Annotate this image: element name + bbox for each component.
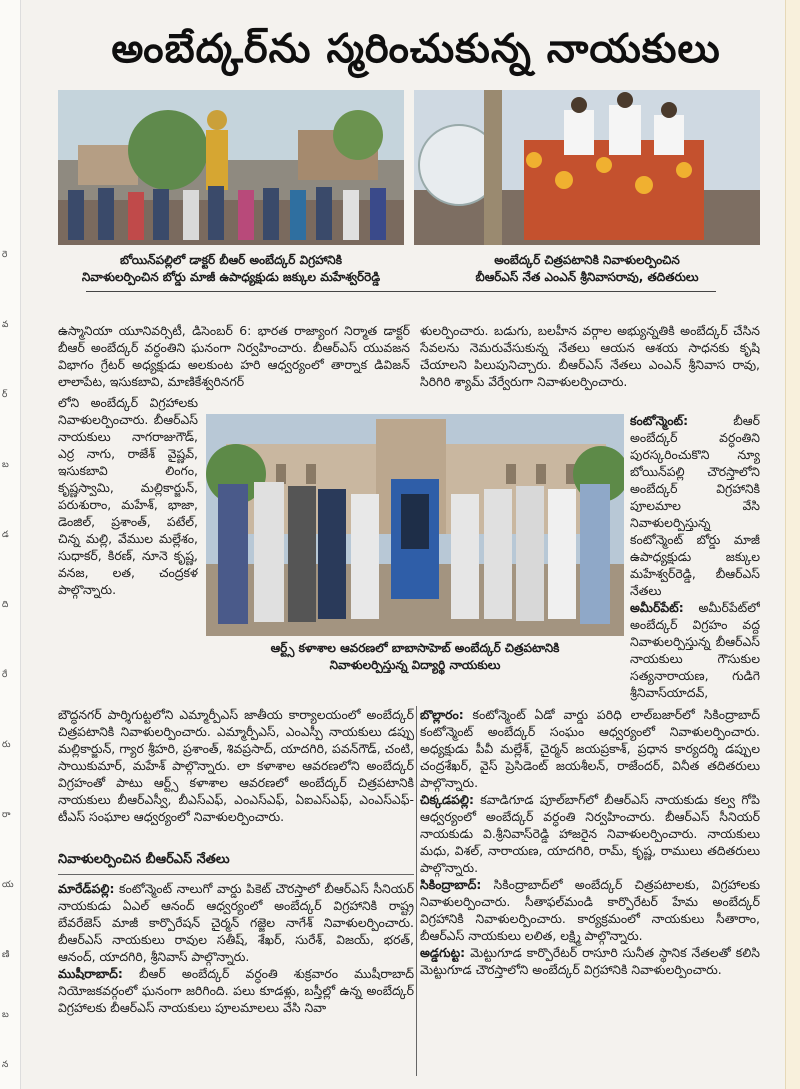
chilkalguda-paragraph [420,791,760,876]
photo3-caption-line2: నివాళులర్పిస్తున్న విద్యార్థి నాయకులు [329,658,501,672]
photo3-caption-line1: ఆర్ట్స్ కళాశాల ఆవరణలో బాబాసాహెబ్ అంబేద్కర్ చిత్రపటానికి [270,641,560,655]
photo2-caption [414,252,760,286]
photo-portrait-tribute [414,90,760,245]
addagutta-paragraph [420,944,760,978]
addagutta-lead: అడ్డగుట్ట: [420,945,466,960]
edge-char: య [2,880,14,890]
maredpally-paragraph [58,880,414,965]
musheerabad-text: బీఆర్ అంబేద్కర్ వర్ధంతి శుక్రవారం ముషీరాబాద్ నియోజకవర్గంలో ఘనంగా జరిగింది. పలు కూడళ్లు, బస్తీల్లో ఉన్న అంబేద్కర్ విగ్రహాలకు బీఆర్ఎస్ నాయకులు పూలమాలలు వేసి నివా [58,966,414,1015]
cantonment-text: బీఆర్ అంబేద్కర్ వర్ధంతిని పురస్కరించుకొని న్యూ బోయిన్‌పల్లి చౌరస్తాలోని అంబేద్కర్ విగ్రహానికి పూలమాల వేసి నివాళులర్పిస్తున్న కంటోన్మెంట్ బోర్డు మాజీ ఉపాధ్యక్షుడు జక్కుల మహేశ్వర్‌రెడ్డి, బీఆర్ఎస్ నేతలు [630,413,760,598]
chilkalguda-text: కవాడిగూడ పూల్‌బాగ్‌లో బీఆర్ఎస్ నాయకుడు కల్వ గోపి ఆధ్వర్యంలో అంబేద్కర్ వర్ధంతి నిర్వహించారు. బీఆర్ఎస్ సీనియర్ నాయకుడు వి.శ్రీనివాస్‌రెడ్డి హాజరైన నివాళులర్పించారు. నాయకులు మధు, విశల్, నారాయణ, యాదగిరి, రామ్, కృష్ణ, రాములు తదితరులు పాల్గొన్నారు. [420,792,760,875]
photo-arts-college-students-image [206,414,624,636]
photo-statue-gathering [58,90,404,245]
left-wide-text: బౌద్ధనగర్ పార్శిగుట్టలోని ఎమ్మార్పీఎస్ జాతీయ కార్యాలయంలో అంబేద్కర్ చిత్రపటానికి నివాళులర్పించారు. ఎమ్మార్పీఎస్, ఎంఎస్పీ నాయకులు డప్పు మల్లికార్జున్, గ్యార శ్రీహరి, ప్రశాంత్, శివప్రసాద్, యాదగిరి, పవన్‌గౌడ్, చంటి, సాయికుమార్, మహేశ్ పాల్గొన్నారు. లా కళాశాల ఆవరణలోని అంబేద్కర్ విగ్రహంతో పాటు ఆర్ట్స్ కళాశాల ఆవరణలో అంబేద్కర్ చిత్రపటానికి నాయకులు బీఆర్ఎస్వీ, బీఎస్ఎఫ్, ఎంఎస్ఎఫ్, ఏఐఎస్ఎఫ్, ఎంఎస్ఎఫ్-టీఎస్ సంఘాల ఆధ్వర్యంలో నివాళులర్పించారు. [58,707,414,824]
article-left-narrow [58,394,198,704]
article-intro [58,322,410,392]
edge-char: బ [2,1010,9,1020]
cantonment-lead: కంటోన్మెంట్: [630,413,689,428]
subheading-underline [58,874,414,875]
musheerabad-lead: ముషీరాబాద్: [58,966,123,981]
left-narrow-text: లోని అంబేద్కర్ విగ్రహాలకు నివాళులర్పించారు. బీఆర్ఎస్ నాయకులు నాగరాజుగౌడ్, ఎర్ర నాగు, రాజేశ్ వైష్ణవ్, ఇసుకబావి లింగం, కృష్ణస్వామి, మల్లికార్జున్, పరుశురాం, మహేశ్, భాజా, డెంజిల్, ప్రశాంత్, పటేల్, చిన్న మల్లి, వేముల మల్లేశం, సుధాకర్, కిరణ్, నూనె కృష్ణ, వనజ, లత, చంద్రకళ పాల్గొన్నారు. [58,395,198,597]
addagutta-text: మెట్టుగూడ కార్పొరేటర్ రాసూరి సునీత స్థానిక నేతలతో కలిసి మెట్టుగూడ చౌరస్తాలోని అంబేద్కర్ విగ్రహానికి నివాళులర్పించారు. [420,945,760,977]
caption-divider [86,291,716,292]
article-right-top [420,322,760,408]
adjacent-column-edge-right [785,0,800,1089]
photo1-caption-line2: నివాళులర్పించిన బోర్డు మాజీ ఉపాధ్యక్షుడు జక్కుల మహేశ్వర్‌రెడ్డి [81,270,381,284]
edge-char: ది [2,600,9,610]
ameerpet-lead: అమీర్‌పేట్: [630,600,684,615]
photo2-caption-line2: బీఆర్ఎస్ నేత ఎంఎన్ శ్రీనివాసరావు, తదితరులు [475,270,699,284]
edge-char: రా [2,810,11,820]
bollaram-lead: బొల్లారం: [420,707,464,722]
right-top-text: ళులర్పించారు. బడుగు, బలహీన వర్గాల అభ్యున్నతికి అంబేద్కర్ చేసిన సేవలను నెమరువేసుకున్న నేతలు ఆయన ఆశయ సాధనకు కృషి చేయాలని పిలుపునిచ్చారు. బీఆర్ఎస్ నేతలు ఎంఎన్ శ్రీనివాస రావు, సిరిగిరి శ్యామ్ వేర్వేరుగా నివాళులర్పించారు. [420,323,760,389]
edge-char: రె [2,250,8,260]
photo2-caption-line1: అంబేద్కర్ చిత్రపటానికి నివాళులర్పించిన [494,253,680,267]
bollaram-text: కంటోన్మెంట్ ఏడో వార్డు పరిధి లాల్‌బజార్‌లో సికింద్రాబాద్ కంటోన్మెంట్ అంబేద్కర్ సంఘం ఆధ్వర్యంలో నివాళులర్పించారు. అధ్యక్షుడు పీవీ మల్లేశ్, చైర్మన్ జయప్రకాశ్, ప్రధాన కార్యదర్శి డప్పుల చంద్రశేఖర్, వైస్ ప్రెసిడెంట్ జయశీలన్, రాజేందర్, వినీత తదితరులు పాల్గొన్నారు. [420,707,760,790]
article-left-bottom [58,880,414,1080]
edge-char: వ [2,320,9,330]
secunderabad-lead: సికింద్రాబాద్: [420,877,482,892]
chilkalguda-lead: చిక్కడపల్లి: [420,792,474,807]
article-right-bottom [420,706,760,1080]
edge-char: బ [2,460,9,470]
edge-char: న [2,1060,9,1070]
musheerabad-paragraph [58,965,414,1016]
adjacent-column-edge [0,0,21,1089]
bollaram-paragraph [420,706,760,791]
secunderabad-paragraph [420,876,760,944]
secunderabad-text: సికింద్రాబాద్‌లో అంబేద్కర్ చిత్రపటాలకు, విగ్రహాలకు నివాళులర్పించారు. సీతాఫల్‌మండి కార్పొరేటర్ హేమ అంబేద్కర్ విగ్రహానికి నివాళులర్పించారు. కార్యక్రమంలో నాయకులు సీతారాం, బీఆర్ఎస్ నాయకులు లలిత, లక్ష్మి పాల్గొన్నారు. [420,877,760,943]
photo1-caption [58,252,404,286]
maredpally-text: కంటోన్మెంట్ నాలుగో వార్డు పికెట్ చౌరస్తాలో బీఆర్ఎస్ సీనియర్ నాయకుడు ఏఎల్ ఆనంద్ ఆధ్వర్యంలో అంబేద్కర్ విగ్రహానికి రాష్ట్ర బేవరేజెస్ మాజీ కార్పొరేషన్ చైర్మన్ గజ్జెల నాగేశ్ నివాళులర్పించారు. బీఆర్ఎస్ నాయకులు రావుల సతీష్, శేఖర్, సురేశ్, విజయ్, భరత్, ఆనంద్, యాదగిరి, శ్రీనివాస్ పాల్గొన్నారు. [58,881,414,964]
edge-char: రు [2,740,11,750]
article-right-narrow [630,412,760,702]
article-headline: అంబేద్కర్‌ను స్మరించుకున్న నాయకులు [111,26,721,72]
photo3-caption [206,640,624,674]
intro-text: ఉస్మానియా యూనివర్సిటీ, డిసెంబర్ 6: భారత రాజ్యాంగ నిర్మాత డాక్టర్ బీఆర్ అంబేద్కర్ వర్ధంతిని ఘనంగా నిర్వహించారు. బీఆర్ఎస్ యువజన విభాగం గ్రేటర్ అధ్యక్షుడు అలకుంట హరి ఆధ్వర్యంలో తార్నాక డివిజన్ లాలాపేట, ఇసుకబావి, మాణికేశ్వరినగర్ [58,323,410,389]
ameerpet-text: అమీర్‌పేట్‌లో అంబేద్కర్ విగ్రహం వద్ద నివాళులర్పిస్తున్న బీఆర్ఎస్ నాయకులు గౌసుకుల సత్యనారాయణ, గుడిగె శ్రీనివాస్‌యాదవ్, [630,600,760,700]
photo-portrait-tribute-image [414,90,760,245]
photo-statue-gathering-image [58,90,404,245]
photo1-caption-line1: బోయిన్‌పల్లిలో డాక్టర్ బీఆర్ అంబేద్కర్ విగ్రహానికి [120,253,342,267]
ameerpet-paragraph [630,599,760,702]
photo-arts-college-students [206,414,624,636]
section-subheading: నివాళులర్పించిన బీఆర్ఎస్ నేతలు [58,852,230,867]
cantonment-paragraph [630,412,760,599]
edge-char: ర్ [2,390,8,400]
edge-char: రే [2,670,8,680]
edge-char: ణి [2,950,10,960]
edge-char: డ [2,530,9,540]
maredpally-lead: మారేడ్‌పల్లి: [58,881,115,896]
column-divider [416,706,417,1076]
article-left-wide [58,706,414,848]
news-article [26,0,786,1089]
